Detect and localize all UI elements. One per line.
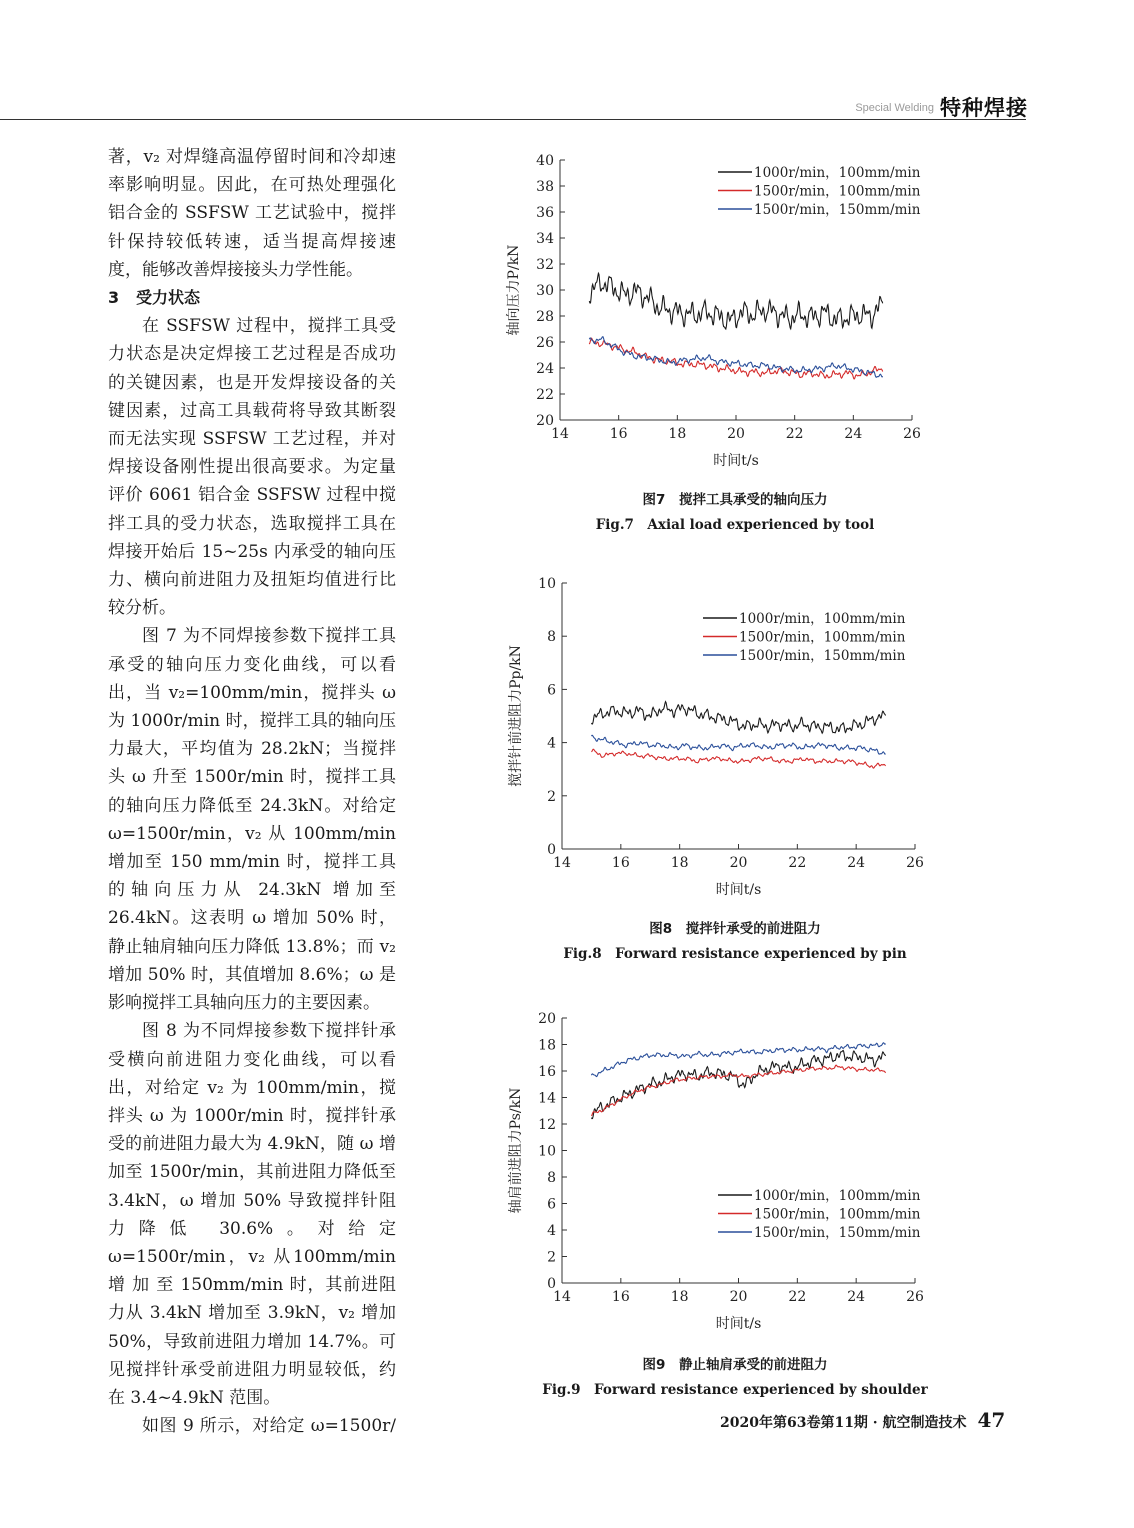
fig7-caption [500, 488, 970, 533]
y-axis-label: 轴肩前进阻力Ps/kN [508, 1087, 524, 1214]
x-tick-label: 24 [847, 1289, 866, 1305]
footer-journal: 2020年第63卷第11期 · 航空制造技术 [720, 1415, 967, 1431]
y-tick-label: 10 [538, 1143, 556, 1160]
legend-label: 1500r/min，100mm/min [754, 1206, 921, 1223]
chart-8 [507, 576, 924, 898]
x-tick-label: 24 [844, 426, 863, 442]
header-journal-cn: 特种焊接 [940, 96, 1028, 120]
y-tick-label: 2 [547, 1249, 556, 1266]
series-line-3 [591, 1043, 885, 1077]
x-tick-label: 22 [788, 1289, 807, 1305]
y-tick-label: 24 [536, 361, 554, 377]
x-tick-label: 18 [668, 426, 687, 442]
x-tick-label: 14 [551, 426, 569, 442]
x-tick-label: 22 [788, 855, 807, 871]
legend-label: 1500r/min，150mm/min [754, 202, 921, 218]
fig7-caption-en: Fig.7 Axial load experienced by tool [595, 517, 875, 533]
fig7-caption-cn: 图7 搅拌工具承受的轴向压力 [642, 492, 828, 508]
y-tick-label: 12 [538, 1117, 556, 1133]
y-tick-label: 0 [547, 1276, 556, 1292]
legend-label: 1000r/min，100mm/min [739, 611, 906, 627]
fig9-caption [500, 1353, 970, 1398]
fig9-caption-en: Fig.9 Forward resistance experienced by shoulder [542, 1382, 928, 1398]
legend-label: 1500r/min，100mm/min [754, 183, 921, 200]
fig8-caption-cn: 图8 搅拌针承受的前进阻力 [649, 921, 821, 937]
x-tick-label: 22 [785, 426, 804, 442]
y-tick-label: 40 [536, 153, 554, 169]
header-journal-en: Special Welding [855, 102, 934, 114]
series-line-1 [591, 702, 885, 734]
page-number: 47 [977, 1408, 1006, 1432]
y-tick-label: 16 [538, 1064, 556, 1080]
series-line-2 [591, 749, 885, 768]
series-line-1 [589, 273, 882, 329]
x-tick-label: 14 [553, 1289, 571, 1305]
y-tick-label: 18 [538, 1037, 556, 1054]
series-line-2 [591, 1065, 885, 1116]
y-axis-label: 搅拌针前进阻力Pp/kN [508, 645, 524, 787]
legend-label: 1500r/min，100mm/min [739, 629, 906, 646]
legend-label: 1500r/min，150mm/min [754, 1225, 921, 1241]
x-tick-label: 16 [611, 1289, 630, 1305]
series-line-2 [589, 338, 882, 379]
x-tick-label: 16 [611, 855, 630, 871]
y-tick-label: 0 [547, 842, 556, 858]
section-number: 3 [108, 288, 120, 308]
legend-label: 1000r/min，100mm/min [754, 165, 921, 181]
y-tick-label: 2 [547, 788, 556, 805]
y-tick-label: 20 [538, 1011, 556, 1027]
x-axis-label: 时间t/s [715, 882, 762, 898]
y-axis-label: 轴向压力P/kN [506, 244, 522, 336]
y-tick-label: 6 [547, 682, 556, 699]
section-title: 受力状态 [136, 288, 201, 308]
y-tick-label: 4 [547, 1223, 556, 1239]
y-tick-label: 8 [547, 1170, 556, 1186]
fig8-caption-en: Fig.8 Forward resistance experienced by pin [563, 946, 907, 962]
y-tick-label: 32 [536, 257, 554, 273]
x-tick-label: 26 [906, 855, 924, 871]
y-tick-label: 30 [536, 283, 554, 299]
x-axis-label: 时间t/s [715, 1316, 762, 1332]
x-tick-label: 24 [847, 855, 866, 871]
x-axis-label: 时间t/s [713, 453, 759, 469]
series-line-3 [589, 337, 882, 378]
chart-9 [507, 1011, 924, 1332]
y-tick-label: 14 [538, 1090, 556, 1107]
x-tick-label: 14 [553, 855, 571, 871]
series-line-3 [591, 735, 885, 754]
x-tick-label: 26 [903, 426, 921, 442]
x-tick-label: 26 [906, 1289, 924, 1305]
y-tick-label: 22 [536, 387, 554, 403]
series-line-1 [591, 1050, 885, 1118]
legend-label: 1000r/min，100mm/min [754, 1188, 921, 1204]
body-paragraph: 在 SSFSW 过程中，搅拌工具受力状态是决定焊接工艺过程是否成功的关键因素，也是开发焊接设备的关键因素，过高工具载荷将导致其断裂而无法实现 SSFSW 工艺过程，并对焊接设备刚性提出很高要求。为定量评价 6061 铝合金 SSFSW 过程中搅拌工具的受力状态，选取搅拌工具在焊接开始后 15~25s 内承受的轴向压力、横向前进阻力及扭矩均值进行比较分析。 [108, 316, 396, 619]
body-paragraph: 图 8 为不同焊接参数下搅拌针承受横向前进阻力变化曲线，可以看出，对给定 v₂ 为 100mm/min，搅拌头 ω 为 1000r/min 时，搅拌针承受的前进阻力最大为 4.9kN，随 ω 增加至 1500r/min，其前进阻力降低至 3.4kN，ω 增加 50% 导致搅拌针阻力降低 30.6%。对给定 ω=1500r/min，v₂ 从100mm/min 增 加 至 150mm/min 时，其前进阻力从 3.4kN 增加至 3.9kN，v₂ 增加 50%，导致前进阻力增加 14.7%。可见搅拌针承受前进阻力明显较低，约在 3.4~4.9kN 范围。 [108, 1021, 396, 1408]
y-tick-label: 20 [536, 413, 554, 429]
y-tick-label: 8 [547, 629, 556, 646]
legend-label: 1500r/min，150mm/min [739, 648, 906, 664]
page-footer [720, 1408, 1005, 1432]
x-tick-label: 20 [729, 855, 748, 871]
y-tick-label: 28 [536, 309, 554, 325]
y-tick-label: 36 [536, 205, 554, 221]
body-paragraph: 如图 9 所示，对给定 ω=1500r/ [142, 1416, 396, 1437]
x-tick-label: 20 [727, 426, 745, 442]
y-tick-label: 34 [536, 231, 554, 247]
y-tick-label: 26 [536, 335, 554, 351]
x-tick-label: 18 [670, 1289, 689, 1305]
fig8-caption [500, 917, 970, 962]
x-tick-label: 18 [670, 855, 689, 871]
y-tick-label: 38 [536, 179, 554, 195]
y-tick-label: 10 [538, 576, 556, 592]
body-paragraph: 图 7 为不同焊接参数下搅拌工具承受的轴向压力变化曲线，可以看出，当 v₂=100mm/min，搅拌头 ω 为 1000r/min 时，搅拌工具的轴向压力最大，平均值为 28.2kN；当搅拌头 ω 升至 1500r/min 时，搅拌工具的轴向压力降低至 24.3kN。对给定 ω=1500r/min，v₂ 从 100mm/min 增加至 150 mm/min 时，搅拌工具的轴向压力从 24.3kN 增加至 26.4kN。这表明 ω 增加 50% 时，静止轴肩轴向压力降低 13.8%；而 v₂ 增加 50% 时，其值增加 8.6%；ω 是影响搅拌工具轴向压力的主要因素。 [108, 626, 396, 1014]
fig9-caption-cn: 图9 静止轴肩承受的前进阻力 [642, 1357, 828, 1373]
x-tick-label: 20 [729, 1289, 748, 1305]
chart-7 [505, 153, 921, 469]
y-tick-label: 6 [547, 1196, 556, 1213]
y-tick-label: 4 [547, 735, 556, 752]
body-paragraph: 著，v₂ 对焊缝高温停留时间和冷却速率影响明显。因此，在可热处理强化铝合金的 SSFSW 工艺试验中，搅拌针保持较低转速，适当提高焊接速度，能够改善焊接接头力学性能。 [108, 147, 396, 280]
x-tick-label: 16 [609, 426, 628, 442]
